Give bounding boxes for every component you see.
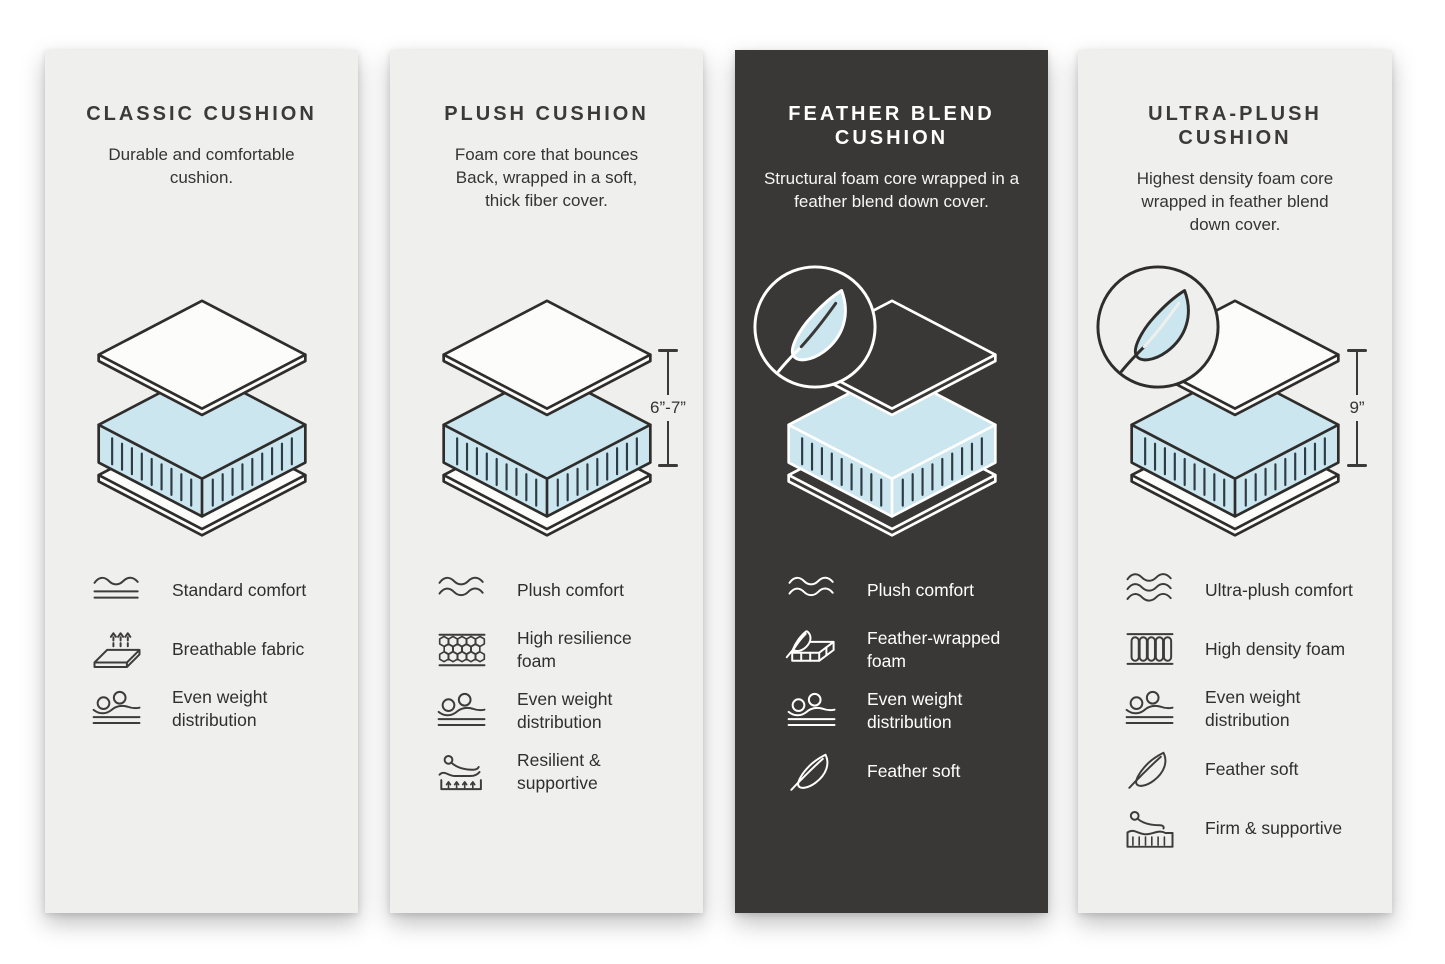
panel-classic-cushion (45, 50, 358, 913)
feature-label: Feather soft (867, 760, 961, 781)
feature-row (1123, 627, 1384, 671)
feature-label: Even weight distribution (517, 689, 613, 732)
panel-title: PLUSH CUSHION (444, 103, 649, 125)
measure-cap (658, 464, 678, 467)
panel-ultra-plush-cushion (1078, 50, 1392, 913)
feather-badge-icon (1094, 263, 1222, 391)
panel-description: Foam core that bounces Back, wrapped in a soft, thick fiber cover. (454, 145, 639, 210)
feature-row (1123, 686, 1384, 732)
wave-triple-icon (1123, 568, 1177, 612)
high-density-foam-icon (1123, 627, 1177, 671)
cushion-layers-illustration (1078, 285, 1392, 590)
feature-label: Feather-wrapped foam (867, 628, 1001, 671)
feature-label: Firm & supportive (1205, 817, 1343, 838)
feature-label: Breathable fabric (172, 638, 305, 659)
feather-icon (785, 749, 839, 793)
feature-list (785, 568, 1040, 808)
even-weight-icon (435, 689, 489, 733)
measure-value: 6”-7” (650, 398, 686, 417)
feature-row (785, 749, 1040, 793)
wave-single-icon (90, 568, 144, 612)
feather-badge-icon (751, 263, 879, 391)
measure-line (1356, 421, 1359, 464)
feature-row (1123, 568, 1384, 612)
feature-row (90, 568, 350, 612)
panel-description: Highest density foam core wrapped in feather blend down cover. (1136, 169, 1334, 234)
feature-label: Even weight distribution (172, 687, 268, 730)
feature-label: Even weight distribution (1205, 687, 1301, 730)
cushion-layers-illustration (735, 285, 1048, 590)
measure-line (1356, 352, 1359, 395)
feature-label: Even weight distribution (867, 689, 963, 732)
height-measure (1332, 349, 1382, 467)
feature-label: Ultra-plush comfort (1205, 579, 1353, 600)
panel-title: CLASSIC CUSHION (86, 103, 317, 125)
panel-description: Structural foam core wrapped in a feather blend down cover. (763, 169, 1020, 211)
height-measure (643, 349, 693, 467)
feature-label: High density foam (1205, 638, 1346, 659)
even-weight-icon (90, 687, 144, 731)
feature-label: Plush comfort (867, 579, 974, 600)
cushion-layers-illustration (390, 285, 703, 590)
feature-label: Resilient & supportive (517, 750, 601, 793)
feature-row (90, 686, 350, 732)
wave-double-icon (435, 568, 489, 612)
panel-plush-cushion (390, 50, 703, 913)
feature-label: Feather soft (1205, 758, 1299, 779)
firm-supportive-icon (1123, 806, 1177, 850)
feature-row (435, 627, 695, 673)
panel-description: Durable and comfortable cushion. (108, 145, 295, 187)
feature-list (435, 568, 695, 810)
measure-line (667, 421, 670, 464)
feature-row (785, 627, 1040, 673)
feather-icon (1123, 747, 1177, 791)
feature-row (435, 749, 695, 795)
feature-row (90, 627, 350, 671)
measure-value: 9” (1349, 398, 1365, 417)
feather-wrapped-foam-icon (785, 628, 839, 672)
even-weight-icon (785, 689, 839, 733)
feature-label: Standard comfort (172, 579, 307, 600)
feature-row (435, 568, 695, 612)
feature-label: Plush comfort (517, 579, 624, 600)
measure-cap (1347, 464, 1367, 467)
honeycomb-foam-icon (435, 628, 489, 672)
wave-double-icon (785, 568, 839, 612)
feature-row (785, 688, 1040, 734)
feature-row (785, 568, 1040, 612)
feature-list (1123, 568, 1384, 865)
exploded-cushion-layers-icon (76, 299, 328, 538)
resilient-supportive-icon (435, 750, 489, 794)
measure-line (667, 352, 670, 395)
feature-row (1123, 747, 1384, 791)
panel-title: FEATHER BLEND CUSHION (788, 103, 995, 149)
panel-feather-blend-cushion (735, 50, 1048, 913)
feature-row (435, 688, 695, 734)
breathable-fabric-icon (90, 627, 144, 671)
exploded-cushion-layers-icon (421, 299, 673, 538)
panel-title: ULTRA-PLUSH CUSHION (1148, 103, 1322, 149)
cushion-layers-illustration (45, 285, 358, 590)
feature-label: High resilience foam (517, 628, 632, 671)
feature-row (1123, 806, 1384, 850)
even-weight-icon (1123, 687, 1177, 731)
feature-list (90, 568, 350, 747)
